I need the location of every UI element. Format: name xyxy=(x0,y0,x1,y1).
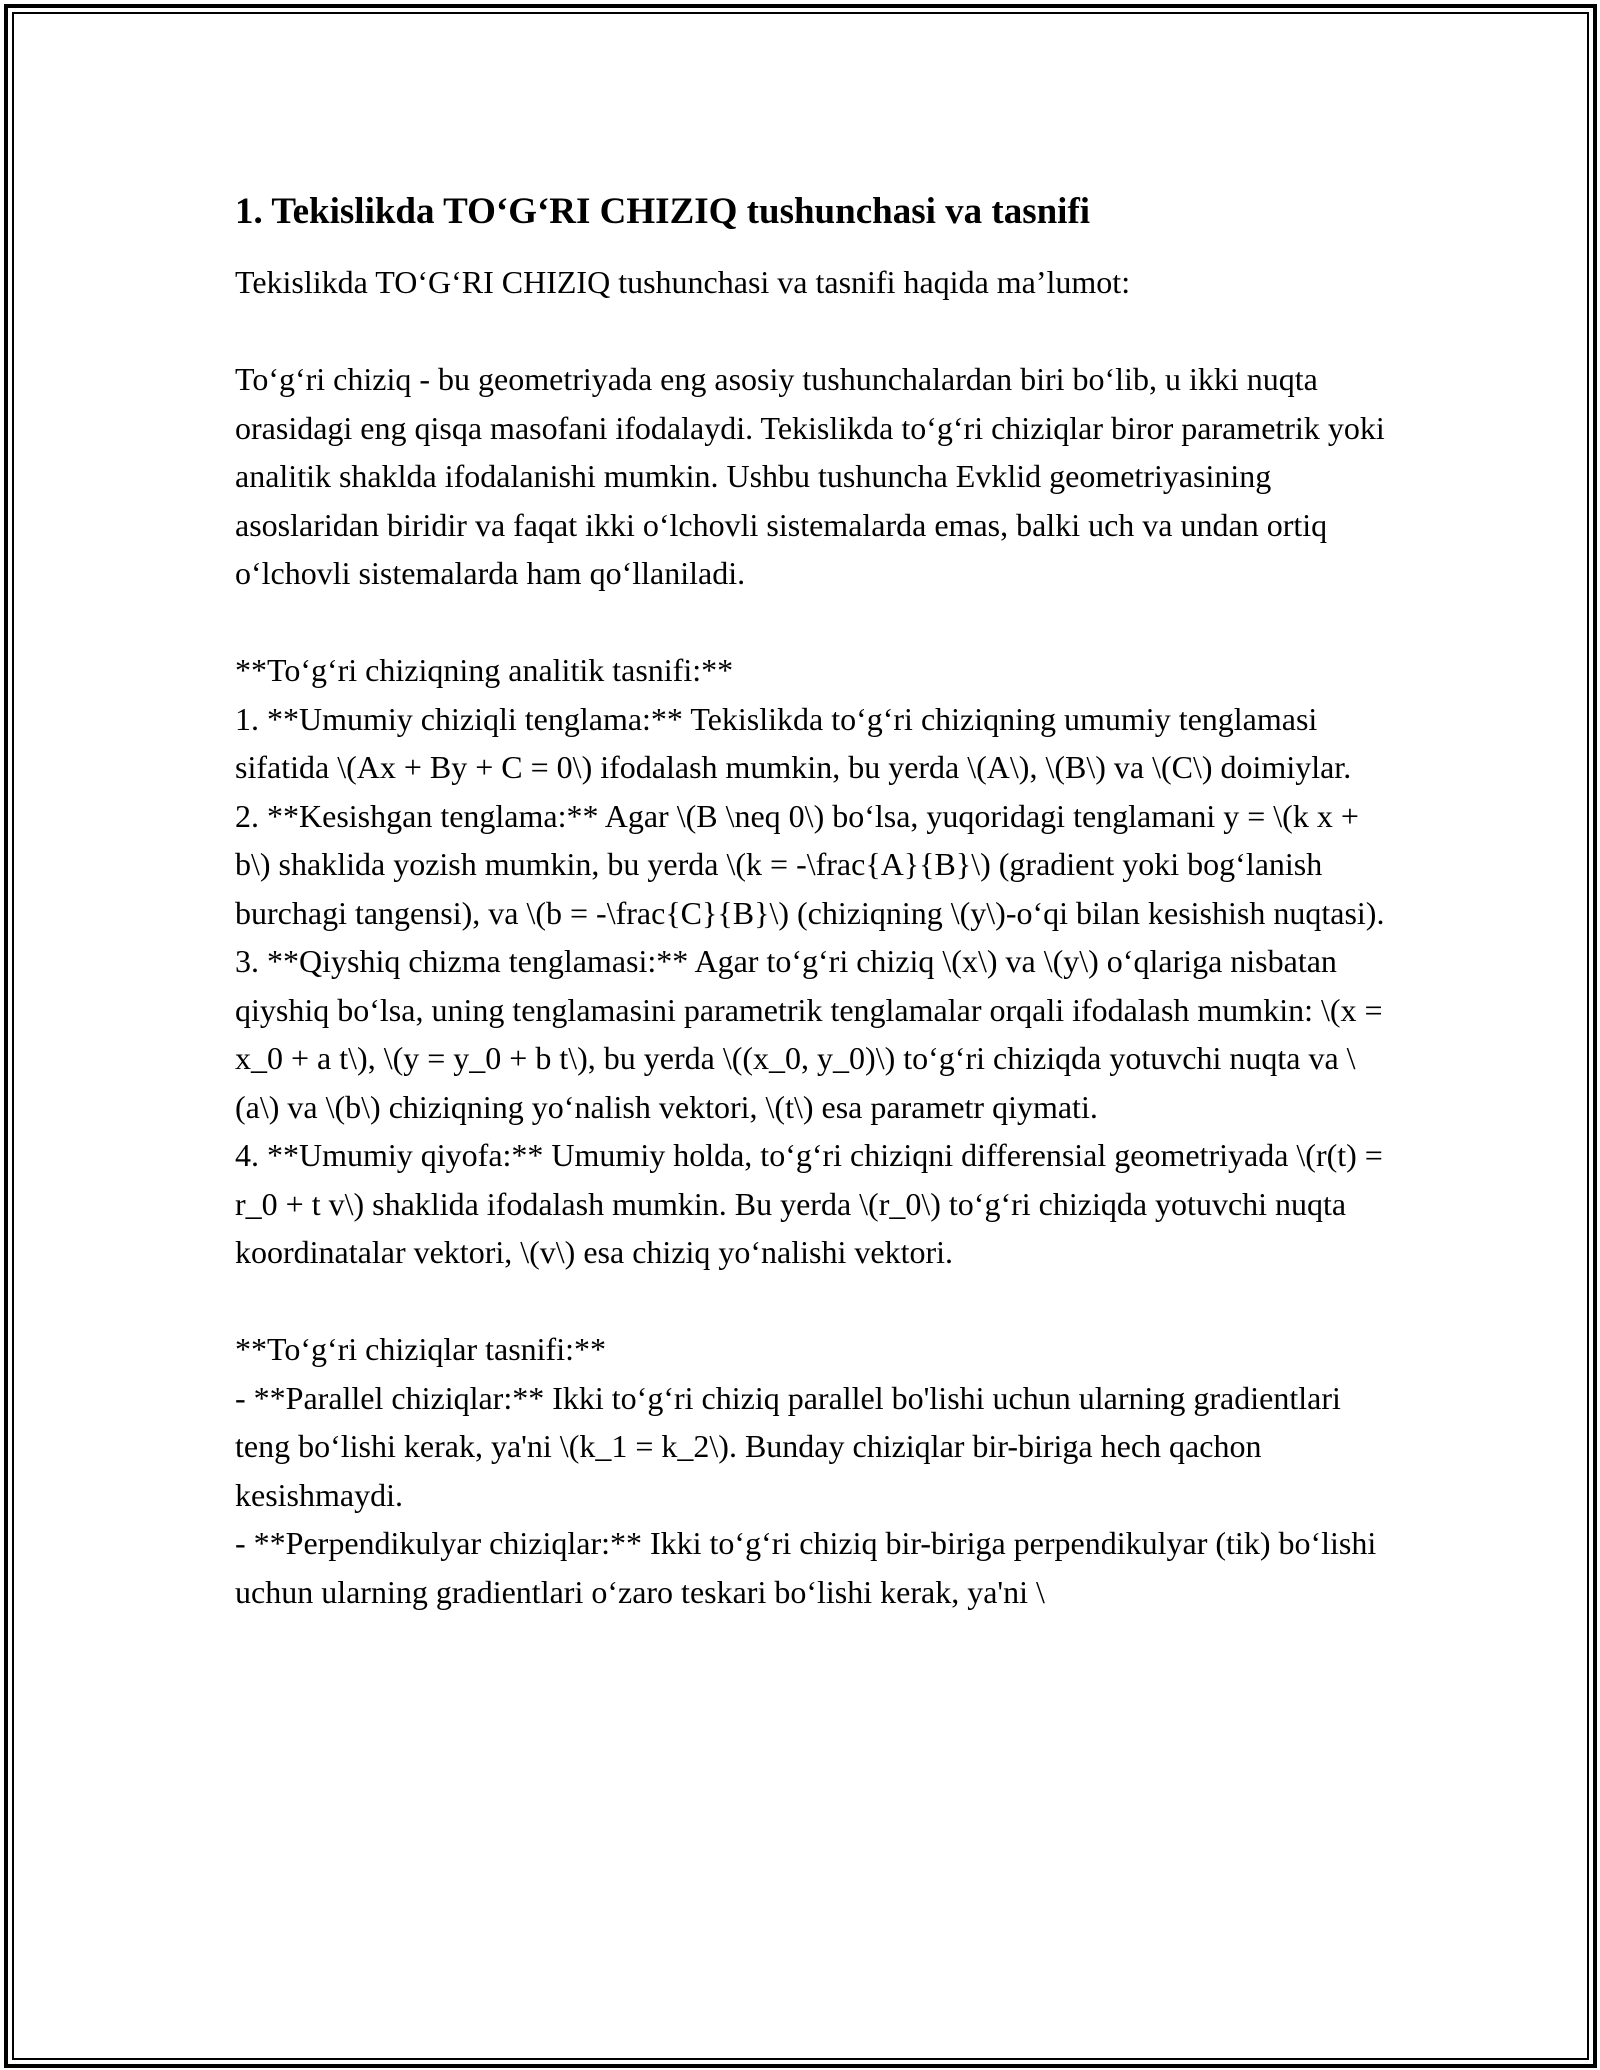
analytic-item: 4. **Umumiy qiyofa:** Umumiy holda, to‘g‘ri chiziqni differensial geometriyada \(r(t) = r_0 + t v\) shaklida ifodalash mumkin. Bu yerda \(r_0\) to‘g‘ri chiziqda yotuvchi nuqta koordinatalar vektori, \(v\) esa chiziq yo‘nalishi vektori. xyxy=(235,1137,1391,1270)
classification-item: - **Parallel chiziqlar:** Ikki to‘g‘ri chiziq parallel bo'lishi uchun ularning gradientlari teng bo‘lishi kerak, ya'ni \(k_1 = k_2\). Bunday chiziqlar bir-biriga hech qachon kesishmaydi. xyxy=(235,1379,1349,1513)
analytic-heading: **To‘g‘ri chiziqning analitik tasnifi:** xyxy=(235,652,734,688)
definition-paragraph: To‘g‘ri chiziq - bu geometriyada eng asosiy tushunchalardan biri bo‘lib, u ikki nuqta orasidagi eng qisqa masofani ifodalaydi. Tekislikda to‘g‘ri chiziqlar biror parametrik yoki analitik shaklda ifodalanishi mumkin. Ushbu tushuncha Evklid geometriyasining asoslaridan biridir va faqat ikki o‘lchovli sistemalarda emas, balki uch va undan ortiq o‘lchovli sistemalarda ham qo‘llaniladi. xyxy=(235,361,1393,591)
document-title: 1. Tekislikda TO‘G‘RI CHIZIQ tushunchasi va tasnifi xyxy=(235,191,1091,232)
classification-item: - **Perpendikulyar chiziqlar:** Ikki to‘g‘ri chiziq bir-biriga perpendikulyar (tik) bo‘lishi uchun ularning gradientlari o‘zaro teskari bo‘lishi kerak, ya'ni \ xyxy=(235,1525,1385,1610)
analytic-item: 1. **Umumiy chiziqli tenglama:** Tekislikda to‘g‘ri chiziqning umumiy tenglamasi sifatida \(Ax + By + C = 0\) ifodalash mumkin, bu yerda \(A\), \(B\) va \(C\) doimiylar. xyxy=(235,700,1352,785)
classification-heading: **To‘g‘ri chiziqlar tasnifi:** xyxy=(235,1331,606,1367)
paragraph-spacer xyxy=(235,307,1395,356)
paragraph-spacer xyxy=(235,598,1395,647)
document-body xyxy=(235,188,1395,1616)
paragraph-spacer xyxy=(235,1277,1395,1326)
analytic-item: 2. **Kesishgan tenglama:** Agar \(B \neq 0\) bo‘lsa, yuqoridagi tenglamani y = \(k x + b\) shaklida yozish mumkin, bu yerda \(k = -\frac{A}{B}\) (gradient yoki bog‘lanish burchagi tangensi), va \(b = -\frac{C}{B}\) (chiziqning \(y\)-o‘qi bilan kesishish nuqtasi). xyxy=(235,797,1385,931)
analytic-item: 3. **Qiyshiq chizma tenglamasi:** Agar to‘g‘ri chiziq \(x\) va \(y\) o‘qlariga nisbatan qiyshiq bo‘lsa, uning tenglamasini parametrik tenglamalar orqali ifodalash mumkin: \(x = x_0 + a t\), \(y = y_0 + b t\), bu yerda \((x_0, y_0)\) to‘g‘ri chiziqda yotuvchi nuqta va \(a\) va \(b\) chiziqning yo‘nalish vektori, \(t\) esa parametr qiymati. xyxy=(235,943,1391,1125)
intro-paragraph: Tekislikda TO‘G‘RI CHIZIQ tushunchasi va tasnifi haqida ma’lumot: xyxy=(235,264,1131,300)
